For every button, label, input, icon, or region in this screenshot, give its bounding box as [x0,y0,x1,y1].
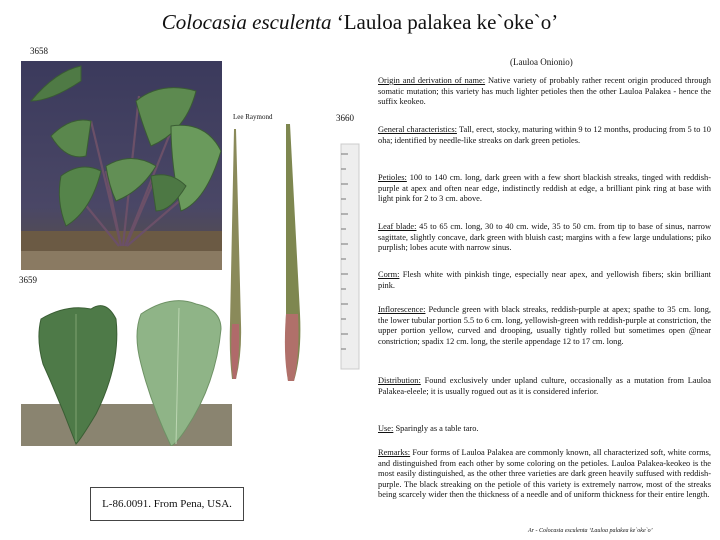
common-name: (Lauloa Onionio) [510,57,573,67]
cultivar-name: ‘Lauloa palakea ke`oke`o’ [331,10,559,34]
remarks-heading: Remarks: [378,448,411,457]
plant-photo-illustration [21,61,222,270]
general-text: Tall, erect, stocky, maturing within 9 to 12 months, producing from 5 to 10 oha; identified by needle-like streaks on dark green petioles. [378,125,711,145]
section-origin [378,76,711,108]
remarks-text: Four forms of Lauloa Palakea are commonly known, all characterized soft, white corms, and distinguished from each other by some coloring on the petioles. Lauloa Palakea-keokeo is the most easily distinguished, as the other three varieties are dark green heavily suffused with reddish-purple. The black streaking on the petiole of this variety is extremely narrow, most of the streaks being scarcely wider then the thickness of a needle and of uniform thickness for their entire length. [378,448,711,500]
distribution-text: Found exclusively under upland culture, occasionally as a mutation from Lauloa Palakea-eleele; it is usually rogued out as it is considered inferior. [378,376,711,396]
scientific-name: Colocasia esculenta [161,10,332,34]
photo-id-3659: 3659 [19,275,37,285]
use-text: Sparingly as a table taro. [393,424,479,433]
petioles-heading: Petioles: [378,173,407,182]
petioles-text: 100 to 140 cm. long, dark green with a few short blackish streaks, tinged with reddish-purple at apex and often near edge, indistinctly reddish at edge, a brilliant pink ring at base with light pink for 2 to 3 cm. above. [378,173,711,204]
footer-caption: Ar - Colocasia esculenta ‘Lauloa palakea ke`oke`o’ [528,528,653,534]
photo-plant [21,61,222,270]
origin-heading: Origin and derivation of name: [378,76,486,85]
leaf-photo-illustration [21,294,232,446]
photo-petioles [228,124,364,383]
page-title [0,10,720,35]
photo-id-3658: 3658 [30,46,48,56]
origin-text: Native variety of probably rather recent origin produced through somatic mutation; this variety has much lighter petioles then the other Lauloa Palakea - hence the suffix keokeo. [378,76,711,107]
photo-id-3660: 3660 [336,113,354,123]
general-heading: General characteristics: [378,125,457,134]
leaf-heading: Leaf blade: [378,222,417,231]
section-general [378,125,711,146]
petiole-photo-illustration [228,124,364,383]
section-leaf-blade [378,222,711,254]
inflorescence-text: Peduncle green with black streaks, reddish-purple at apex; spathe to 35 cm. long, the lower tubular portion 5.5 to 6 cm. long, yellowish-green with reddish-purple at constriction, the upper portion yellow, curved and drooping, usually tightly rolled but sometimes open @near constriction; spadix 12 cm. long, the sterile appendage 12 to 17 cm. long. [378,305,711,346]
section-remarks [378,448,711,501]
accession-box [90,487,244,521]
distribution-heading: Distribution: [378,376,421,385]
section-corm [378,270,711,291]
section-petioles [378,173,711,205]
photo-credit: Lee Raymond [233,113,273,121]
accession-number: L-86.0091. From Pena, USA. [102,498,232,510]
section-distribution [378,376,711,397]
inflorescence-heading: Inflorescence: [378,305,426,314]
section-use [378,424,711,435]
corm-text: Flesh white with pinkish tinge, especially near apex, and yellowish fibers; skin brilliant pink. [378,270,711,290]
use-heading: Use: [378,424,394,433]
leaf-text: 45 to 65 cm. long, 30 to 40 cm. wide, 35 to 50 cm. from tip to base of sinus, narrow sagittate, slightly concave, dark green with bluish cast; margins with a few large undulations; piko purplish; lobes acute with narrow sinus. [378,222,711,253]
photo-leaves [21,294,232,446]
section-inflorescence [378,305,711,347]
corm-heading: Corm: [378,270,400,279]
